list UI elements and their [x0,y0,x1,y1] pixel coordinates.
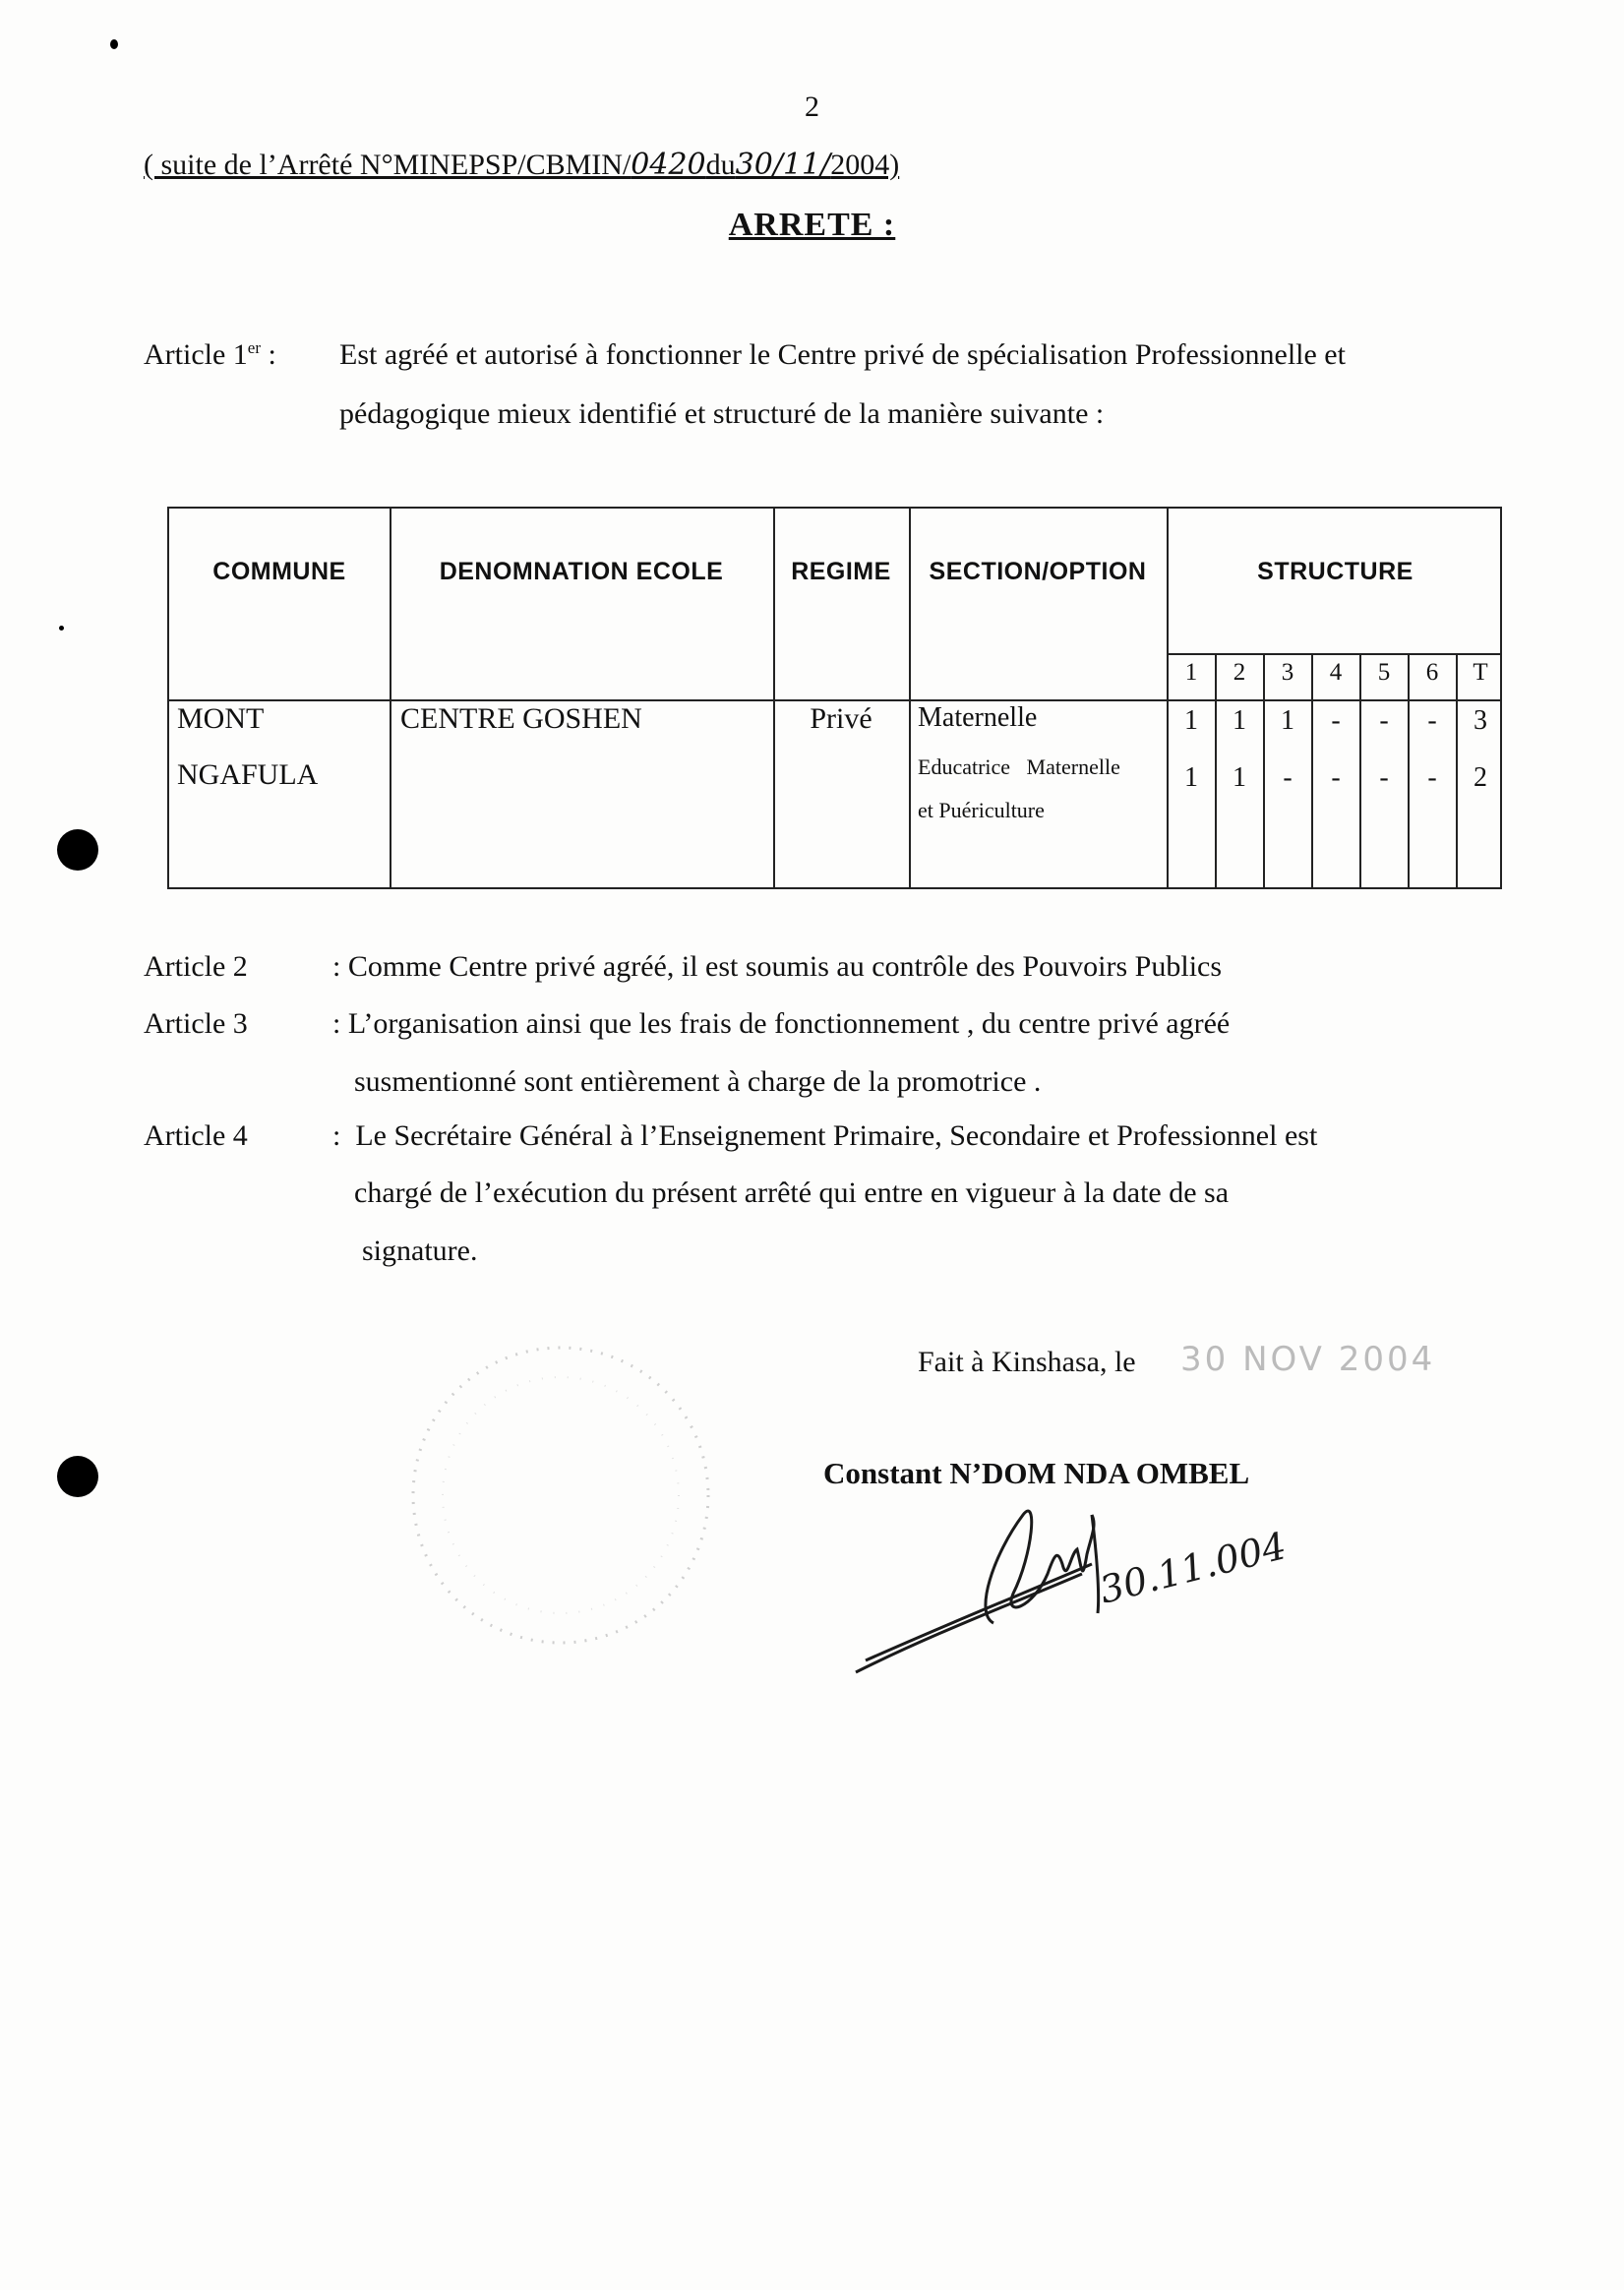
cell-denomination: CENTRE GOSHEN [400,702,642,735]
document-heading: ARRETE : [728,207,896,243]
value-r2: 1 [1233,762,1246,793]
article-4-label: Article 4 [144,1119,248,1152]
structure-col: 2 [1233,659,1246,686]
value-r2: 1 [1184,762,1198,793]
cell-commune-line1: MONT [177,702,265,735]
value-r1: - [1379,705,1389,736]
value-r1: 1 [1281,705,1294,736]
page-number: 2 [805,90,819,123]
cell-section-line2: Educatrice Maternelle [918,754,1120,779]
punch-hole-bottom [57,1456,98,1497]
header-section: SECTION/OPTION [929,558,1147,585]
article-1-label-text: Article 1 [144,338,248,371]
header-structure: STRUCTURE [1257,558,1413,585]
signature-date: 30.11.004 [1095,1524,1291,1612]
faint-stamp-seal [413,1318,669,1672]
article-2-text: : Comme Centre privé agréé, il est soumis au contrôle des Pouvoirs Publics [332,950,1223,983]
cell-section-line3: et Puériculture [918,798,1045,822]
article-3-label: Article 3 [144,1007,248,1040]
reference-number: 0420 [631,148,706,182]
structure-table [167,507,1502,889]
reference-suffix: 2004) [830,149,900,181]
reference-line [144,148,899,182]
value-r1: 1 [1184,705,1198,736]
article-1-label-colon: : [268,338,276,371]
article-4-line-1: : Le Secrétaire Général à l’Enseignement Primaire, Secondaire et Professionnel est [332,1119,1318,1152]
article-1-line-1: Est agréé et autorisé à fonctionner le Centre privé de spécialisation Professionnelle et [339,338,1346,371]
place-date-label: Fait à Kinshasa, le [918,1346,1136,1378]
punch-hole-top [57,829,98,871]
stamp-date: 30 NOV 2004 [1180,1340,1436,1379]
article-3-line-2: susmentionné sont entièrement à charge de la promotrice . [354,1065,1042,1098]
cell-section-line1: Maternelle [918,702,1038,733]
structure-col: 6 [1425,659,1439,686]
structure-col: 1 [1184,659,1198,686]
reference-prefix: ( suite de l’Arrêté N°MINEPSP/CBMIN/ [144,149,632,181]
cell-regime: Privé [810,702,872,735]
value-r2: - [1283,762,1293,793]
cell-commune-line2: NGAFULA [177,758,319,791]
header-denomination: DENOMNATION ECOLE [439,558,724,585]
structure-col: 4 [1329,659,1343,686]
scan-speck [110,39,118,49]
signatory-name: Constant N’DOM NDA OMBEL [823,1456,1250,1490]
article-1-line-2: pédagogique mieux identifié et structuré de la manière suivante : [339,397,1105,430]
article-4-line-3: signature. [362,1235,478,1267]
structure-col: 5 [1377,659,1391,686]
reference-date: 30/11/ [735,148,831,182]
article-1-label-sup: er [247,338,262,357]
article-1-label [144,338,276,372]
structure-col: T [1473,659,1488,686]
value-r2: - [1427,762,1437,793]
value-r2: 2 [1474,762,1487,793]
value-r1: - [1427,705,1437,736]
handwritten-signature [846,1495,1291,1692]
structure-col: 3 [1281,659,1294,686]
value-r1: - [1331,705,1341,736]
scan-speck [59,626,64,631]
article-3-line-1: : L’organisation ainsi que les frais de fonctionnement , du centre privé agréé [332,1007,1231,1040]
header-regime: REGIME [791,558,891,585]
article-2-label: Article 2 [144,950,248,983]
value-r1: 1 [1233,705,1246,736]
header-commune: COMMUNE [212,558,346,585]
article-4-line-2: chargé de l’exécution du présent arrêté qui entre en vigueur à la date de sa [354,1176,1230,1209]
value-r1: 3 [1474,705,1487,736]
reference-middle: du [705,149,736,181]
value-r2: - [1379,762,1389,793]
value-r2: - [1331,762,1341,793]
